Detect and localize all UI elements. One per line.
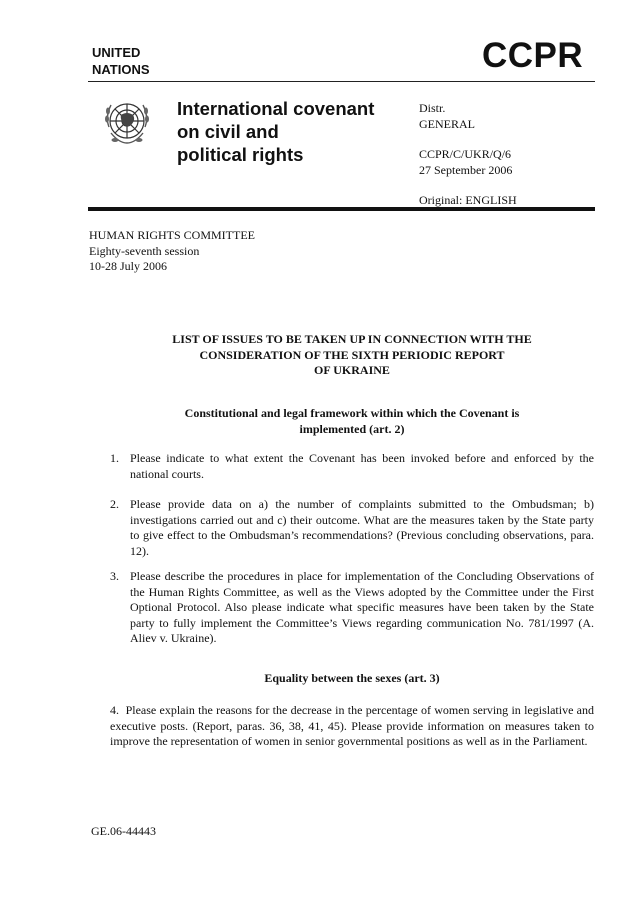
main-title-line-2: CONSIDERATION OF THE SIXTH PERIODIC REPORT xyxy=(199,347,505,362)
title-line-1: International covenant xyxy=(177,98,375,119)
document-series-symbol: CCPR xyxy=(482,36,584,75)
document-symbol: CCPR/C/UKR/Q/6 xyxy=(419,147,512,161)
item-text: Please explain the reasons for the decrease in the percentage of women serving in legislative and executive posts. (Report, paras. 36, 38, 41, 45). Please provide information on measures taken to improve the representation of women in senior governmental positions as well as in the Parliament. xyxy=(110,703,595,748)
organization-name xyxy=(92,44,150,78)
header-rule-top xyxy=(88,81,595,82)
org-line-2: NATIONS xyxy=(92,62,150,77)
section-heading-art-2 xyxy=(110,406,594,437)
item-text: Please indicate to what extent the Covenant has been invoked before and enforced by the national courts. xyxy=(130,451,594,481)
item-number: 2. xyxy=(110,497,119,511)
item-text: Please provide data on a) the number of complaints submitted to the Ombudsman; b) investigations carried out and c) their outcome. What are the measures taken by the State party to give effect to the Ombudsman’s recommendations? (Previous concluding observations, para. 12). xyxy=(130,497,594,558)
committee-dates: 10-28 July 2006 xyxy=(89,259,167,273)
un-emblem-icon xyxy=(101,97,153,149)
main-title-line-3: OF UKRAINE xyxy=(314,363,390,377)
committee-name: HUMAN RIGHTS COMMITTEE xyxy=(89,228,255,242)
distr-label: Distr. xyxy=(419,101,446,115)
item-number: 4. xyxy=(110,703,119,717)
document-date: 27 September 2006 xyxy=(419,162,513,177)
item-number: 1. xyxy=(110,451,119,465)
distr-value: GENERAL xyxy=(419,116,475,131)
committee-block xyxy=(89,228,255,275)
section-heading-line-2: implemented (art. 2) xyxy=(299,421,405,436)
job-number: GE.06-44443 xyxy=(91,824,156,838)
main-title-line-1: LIST OF ISSUES TO BE TAKEN UP IN CONNECTION WITH THE xyxy=(172,332,532,346)
title-line-3: political rights xyxy=(177,144,304,165)
section-heading-art-3: Equality between the sexes (art. 3) xyxy=(264,671,440,685)
item-number: 3. xyxy=(110,569,119,583)
list-item xyxy=(110,569,594,647)
title-line-2: on civil and xyxy=(177,121,279,142)
distribution-block xyxy=(419,101,517,209)
main-title xyxy=(110,332,594,379)
list-item xyxy=(110,451,594,482)
item-text: Please describe the procedures in place for implementation of the Concluding Observations of the Human Rights Committee, as well as the Views adopted by the Committee under the First Optional Protocol. Also please indicate what specific measures have been taken by the State party to fully implement the Committee’s Views regarding communication No. 781/1997 (A. Aliev v. Ukraine). xyxy=(130,569,594,645)
committee-session: Eighty-seventh session xyxy=(89,243,200,258)
header-rule-bottom xyxy=(88,207,595,211)
list-item xyxy=(110,703,594,750)
original-language: Original: ENGLISH xyxy=(419,193,517,207)
section-heading-line-1: Constitutional and legal framework within which the Covenant is xyxy=(184,406,520,420)
org-line-1: UNITED xyxy=(92,45,141,60)
list-item xyxy=(110,497,594,559)
document-title xyxy=(177,97,374,166)
